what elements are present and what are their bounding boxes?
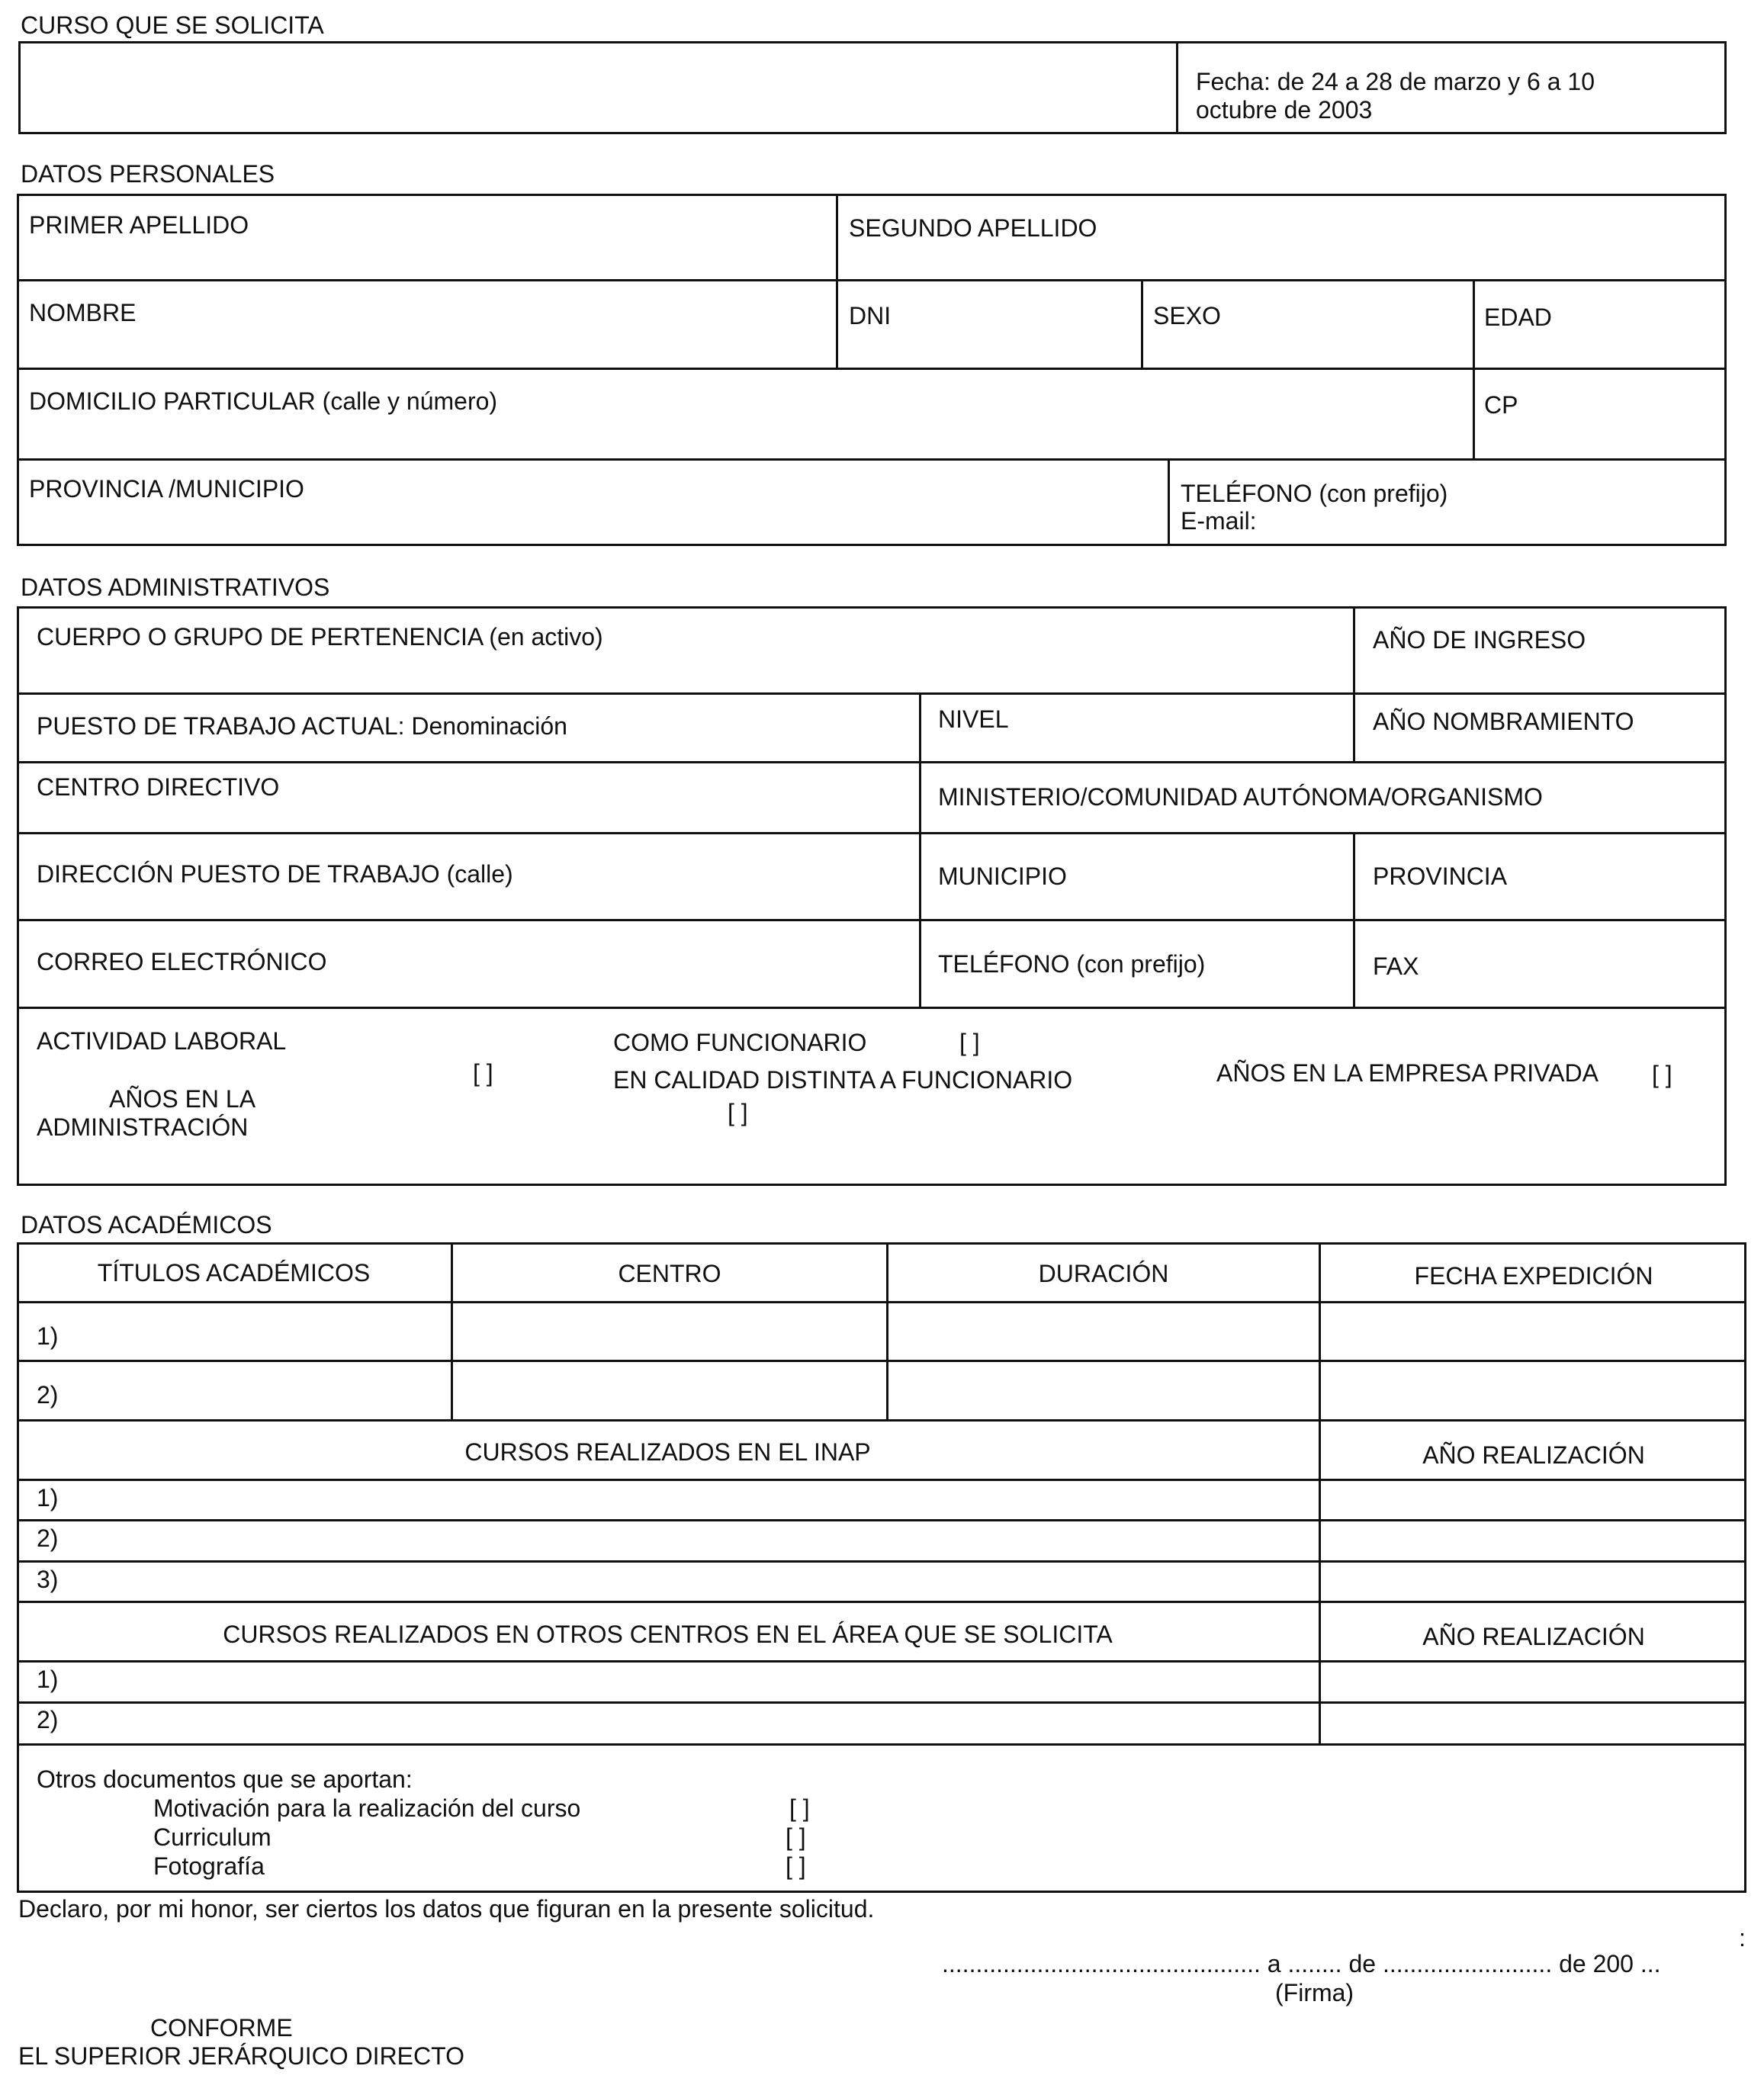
documentos-title: Otros documentos que se aportan: [37, 1765, 413, 1793]
declaracion-text: Declaro, por mi honor, ser ciertos los datos que figuran en la presente solicitud. [18, 1895, 875, 1923]
provincia-municipio-field[interactable]: PROVINCIA /MUNICIPIO [29, 475, 304, 503]
domicilio-field[interactable]: DOMICILIO PARTICULAR (calle y número) [29, 387, 498, 415]
divider [1473, 279, 1475, 460]
divider [17, 1419, 1746, 1422]
curso-otros-row-1[interactable]: 1) [37, 1666, 59, 1693]
edad-field[interactable]: EDAD [1484, 304, 1552, 331]
anios-privada-checkbox[interactable]: [ ] [1652, 1061, 1672, 1088]
anio-realizacion-otros-header: AÑO REALIZACIÓN [1422, 1623, 1645, 1650]
divider [1319, 1242, 1321, 1746]
curso-inap-row-3[interactable]: 3) [37, 1566, 59, 1593]
cuerpo-field[interactable]: CUERPO O GRUPO DE PERTENENCIA (en activo) [37, 623, 603, 651]
curso-input[interactable] [23, 47, 1167, 124]
cp-field[interactable]: CP [1484, 391, 1518, 419]
header-centro: CENTRO [618, 1260, 721, 1287]
section-label-administrativos: DATOS ADMINISTRATIVOS [21, 573, 330, 601]
fecha-line-2: octubre de 2003 [1196, 96, 1373, 124]
curso-otros-row-2[interactable]: 2) [37, 1706, 59, 1733]
fotografia-label: Fotografía [153, 1852, 265, 1880]
section-label-personales: DATOS PERSONALES [21, 160, 275, 188]
divider [17, 1360, 1746, 1362]
divider [17, 1560, 1746, 1563]
section-label-curso: CURSO QUE SE SOLICITA [21, 11, 324, 39]
divider [17, 1007, 1727, 1009]
telefono-field[interactable]: TELÉFONO (con prefijo) [1181, 480, 1448, 507]
titulo-row-2[interactable]: 2) [37, 1381, 59, 1409]
curso-inap-row-1[interactable]: 1) [37, 1484, 59, 1512]
municipio-field[interactable]: MUNICIPIO [938, 863, 1067, 890]
fecha-firma-line[interactable]: ............................................... a ........ de ......................... de 200 ... [942, 1950, 1661, 1977]
curriculum-checkbox[interactable]: [ ] [786, 1823, 806, 1851]
firma-label: (Firma) [1275, 1979, 1354, 2006]
divider [17, 279, 1727, 281]
divider [1176, 41, 1178, 134]
divider [1353, 832, 1355, 1008]
divider [17, 1519, 1746, 1521]
academicos-box [17, 1242, 1746, 1746]
ministerio-field[interactable]: MINISTERIO/COMUNIDAD AUTÓNOMA/ORGANISMO [938, 783, 1543, 811]
puesto-field[interactable]: PUESTO DE TRABAJO ACTUAL: Denominación [37, 712, 567, 740]
divider [17, 458, 1727, 461]
divider [17, 1479, 1746, 1481]
divider [1353, 606, 1355, 763]
curriculum-label: Curriculum [153, 1823, 272, 1851]
motivacion-checkbox[interactable]: [ ] [789, 1794, 810, 1822]
correo-field[interactable]: CORREO ELECTRÓNICO [37, 948, 327, 975]
divider [919, 692, 921, 1008]
header-fecha-expedicion: FECHA EXPEDICIÓN [1414, 1262, 1653, 1290]
divider [17, 1701, 1746, 1704]
dni-field[interactable]: DNI [849, 302, 892, 329]
divider [1141, 279, 1143, 369]
cursos-inap-header: CURSOS REALIZADOS EN EL INAP [464, 1438, 871, 1466]
divider [17, 761, 1727, 763]
colon-mark: : [1739, 1924, 1746, 1952]
divider [17, 692, 1727, 695]
fotografia-checkbox[interactable]: [ ] [786, 1852, 806, 1880]
telefono-admin-field[interactable]: TELÉFONO (con prefijo) [938, 950, 1206, 978]
divider [17, 832, 1727, 834]
segundo-apellido-field[interactable]: SEGUNDO APELLIDO [849, 214, 1097, 242]
header-duracion: DURACIÓN [1038, 1260, 1169, 1287]
email-field[interactable]: E-mail: [1181, 507, 1257, 535]
centro-directivo-field[interactable]: CENTRO DIRECTIVO [37, 773, 280, 801]
como-funcionario-label: COMO FUNCIONARIO [613, 1029, 867, 1056]
calidad-distinta-label: EN CALIDAD DISTINTA A FUNCIONARIO [613, 1066, 1073, 1094]
fecha-line-1: Fecha: de 24 a 28 de marzo y 6 a 10 [1196, 68, 1595, 95]
nombre-field[interactable]: NOMBRE [29, 299, 137, 326]
header-titulos: TÍTULOS ACADÉMICOS [97, 1259, 371, 1287]
divider [17, 919, 1727, 921]
anio-ingreso-field[interactable]: AÑO DE INGRESO [1373, 626, 1586, 654]
titulo-row-1[interactable]: 1) [37, 1322, 59, 1350]
fax-field[interactable]: FAX [1373, 953, 1419, 980]
primer-apellido-field[interactable]: PRIMER APELLIDO [29, 211, 249, 239]
divider [17, 368, 1727, 370]
curso-inap-row-2[interactable]: 2) [37, 1524, 59, 1552]
sexo-field[interactable]: SEXO [1153, 302, 1221, 329]
conforme-label: CONFORME [150, 2014, 293, 2042]
divider [1168, 458, 1170, 546]
calidad-distinta-checkbox[interactable]: [ ] [728, 1099, 748, 1126]
section-label-academicos: DATOS ACADÉMICOS [21, 1211, 272, 1238]
superior-label: EL SUPERIOR JERÁRQUICO DIRECTO [18, 2042, 464, 2070]
motivacion-label: Motivación para la realización del curso [153, 1794, 581, 1822]
direccion-field[interactable]: DIRECCIÓN PUESTO DE TRABAJO (calle) [37, 860, 513, 888]
como-funcionario-checkbox[interactable]: [ ] [959, 1029, 980, 1056]
anios-admin-checkbox[interactable]: [ ] [473, 1059, 493, 1087]
provincia-field[interactable]: PROVINCIA [1373, 863, 1508, 890]
anios-privada-label: AÑOS EN LA EMPRESA PRIVADA [1216, 1059, 1599, 1087]
anio-realizacion-inap-header: AÑO REALIZACIÓN [1422, 1441, 1645, 1469]
divider [17, 1601, 1746, 1603]
divider [17, 1660, 1746, 1663]
divider [17, 1301, 1746, 1303]
actividad-label: ACTIVIDAD LABORAL [37, 1027, 287, 1055]
anios-admin-label-2: ADMINISTRACIÓN [37, 1113, 249, 1141]
cursos-otros-header: CURSOS REALIZADOS EN OTROS CENTROS EN EL ÁREA QUE SE SOLICITA [223, 1621, 1113, 1648]
anio-nombramiento-field[interactable]: AÑO NOMBRAMIENTO [1373, 708, 1634, 735]
anios-admin-label-1: AÑOS EN LA [109, 1085, 256, 1113]
divider [836, 194, 838, 369]
nivel-field[interactable]: NIVEL [938, 705, 1009, 733]
